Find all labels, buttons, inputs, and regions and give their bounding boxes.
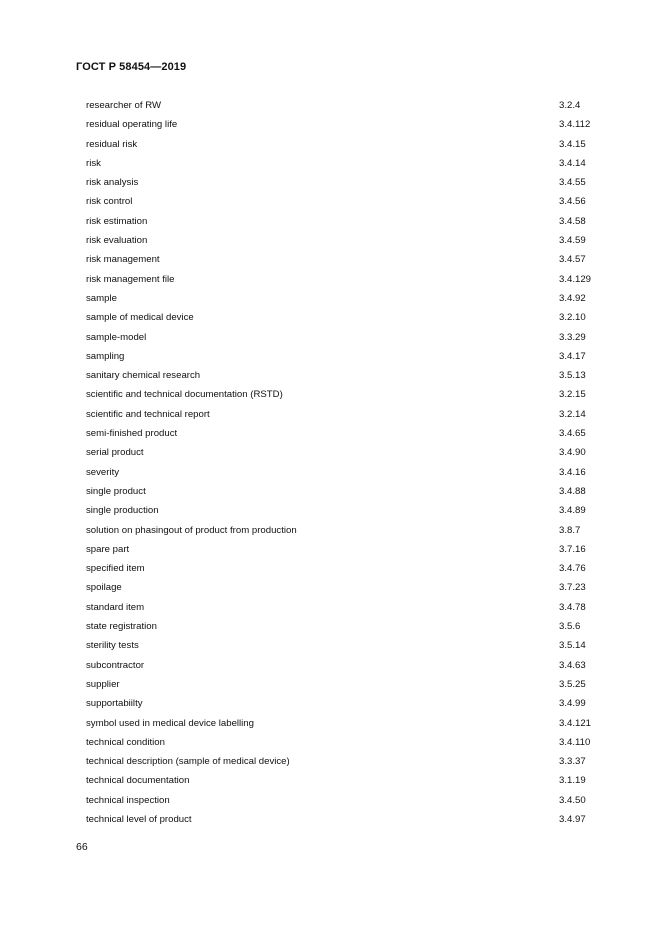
index-ref: 3.4.76 xyxy=(559,563,586,575)
index-term: risk xyxy=(86,157,101,169)
index-ref: 3.2.15 xyxy=(559,389,586,401)
index-term: risk analysis xyxy=(86,177,139,189)
index-term: serial product xyxy=(86,447,144,459)
index-ref: 3.3.29 xyxy=(559,331,586,343)
index-ref: 3.4.112 xyxy=(559,119,591,131)
index-ref: 3.2.10 xyxy=(559,312,586,324)
index-term: sampling xyxy=(86,350,125,362)
index-row xyxy=(86,135,626,154)
index-ref: 3.4.15 xyxy=(559,138,586,150)
index-ref: 3.7.23 xyxy=(559,582,586,594)
index-row xyxy=(86,501,626,520)
index-ref: 3.4.59 xyxy=(559,235,586,247)
index-ref: 3.3.37 xyxy=(559,756,586,768)
index-ref: 3.4.17 xyxy=(559,350,586,362)
index-ref: 3.4.14 xyxy=(559,157,586,169)
index-term: sanitary chemical research xyxy=(86,370,201,382)
index-ref: 3.4.58 xyxy=(559,215,586,227)
index-ref: 3.4.50 xyxy=(559,794,586,806)
index-row xyxy=(86,173,626,192)
index-row xyxy=(86,636,626,655)
index-row xyxy=(86,192,626,211)
index-term: risk management file xyxy=(86,273,175,285)
index-term: state registration xyxy=(86,621,157,633)
index-ref: 3.4.56 xyxy=(559,196,586,208)
index-term: technical inspection xyxy=(86,794,170,806)
index-ref: 3.4.110 xyxy=(559,736,591,748)
index-row xyxy=(86,714,626,733)
index-term: sample xyxy=(86,292,117,304)
page-number: 66 xyxy=(76,841,88,853)
index-term: supportabiilty xyxy=(86,698,143,710)
index-row xyxy=(86,675,626,694)
index-row xyxy=(86,694,626,713)
index-row xyxy=(86,810,626,829)
index-term: risk management xyxy=(86,254,160,266)
index-row xyxy=(86,347,626,366)
index-term: single production xyxy=(86,505,159,517)
index-term: risk estimation xyxy=(86,215,148,227)
index-ref: 3.4.63 xyxy=(559,659,586,671)
index-row xyxy=(86,791,626,810)
index-term: subcontractor xyxy=(86,659,145,671)
index-ref: 3.4.89 xyxy=(559,505,586,517)
index-term: residual risk xyxy=(86,138,138,150)
index-ref: 3.2.14 xyxy=(559,408,586,420)
index-ref: 3.2.4 xyxy=(559,100,581,111)
index-term: scientific and technical report xyxy=(86,408,210,420)
index-ref: 3.5.25 xyxy=(559,678,586,690)
index-term: sterility tests xyxy=(86,640,139,652)
index-term: solution on phasingout of product from production xyxy=(86,524,297,536)
index-term: residual operating life xyxy=(86,119,178,131)
index-ref: 3.4.57 xyxy=(559,254,586,266)
index-row xyxy=(86,771,626,790)
index-row xyxy=(86,385,626,404)
index-ref: 3.4.88 xyxy=(559,485,586,497)
index-ref: 3.4.129 xyxy=(559,273,592,285)
index-term: technical level of product xyxy=(86,813,192,825)
index-term: semi-finished product xyxy=(86,428,178,440)
index-term: supplier xyxy=(86,678,120,690)
index-ref: 3.4.90 xyxy=(559,447,586,459)
index-row xyxy=(86,656,626,675)
term-index-list xyxy=(86,96,626,829)
index-term: technical condition xyxy=(86,736,165,748)
index-row xyxy=(86,598,626,617)
index-ref: 3.4.92 xyxy=(559,292,586,304)
index-term: sample-model xyxy=(86,331,147,343)
index-ref: 3.4.78 xyxy=(559,601,586,613)
index-term: symbol used in medical device labelling xyxy=(86,717,254,729)
index-row xyxy=(86,617,626,636)
index-term: technical documentation xyxy=(86,775,190,787)
index-term: spare part xyxy=(86,543,130,555)
index-term: risk evaluation xyxy=(86,235,148,247)
index-row xyxy=(86,250,626,269)
index-ref: 3.7.16 xyxy=(559,543,586,555)
index-term: specified item xyxy=(86,563,145,575)
index-row xyxy=(86,463,626,482)
index-row xyxy=(86,559,626,578)
index-row xyxy=(86,96,626,115)
index-term: risk control xyxy=(86,196,133,208)
index-row xyxy=(86,752,626,771)
index-ref: 3.4.65 xyxy=(559,428,586,440)
index-ref: 3.4.16 xyxy=(559,466,586,478)
index-term: spoilage xyxy=(86,582,122,594)
index-term: sample of medical device xyxy=(86,312,194,324)
index-row xyxy=(86,270,626,289)
page-header: ГОСТ Р 58454—2019 xyxy=(76,61,187,73)
index-ref: 3.5.6 xyxy=(559,621,581,633)
index-term: researcher of RW xyxy=(86,100,161,111)
index-row xyxy=(86,424,626,443)
index-row xyxy=(86,308,626,327)
index-row xyxy=(86,212,626,231)
index-row xyxy=(86,231,626,250)
index-term: standard item xyxy=(86,601,145,613)
index-ref: 3.8.7 xyxy=(559,524,581,536)
index-ref: 3.5.13 xyxy=(559,370,586,382)
index-ref: 3.4.99 xyxy=(559,698,586,710)
index-ref: 3.4.97 xyxy=(559,813,586,825)
index-ref: 3.4.121 xyxy=(559,717,592,729)
index-row xyxy=(86,115,626,134)
index-row xyxy=(86,405,626,424)
index-row xyxy=(86,482,626,501)
index-row xyxy=(86,328,626,347)
index-term: technical description (sample of medical device) xyxy=(86,756,290,768)
index-row xyxy=(86,366,626,385)
index-row xyxy=(86,443,626,462)
index-row xyxy=(86,540,626,559)
index-row xyxy=(86,154,626,173)
index-ref: 3.4.55 xyxy=(559,177,586,189)
index-term: single product xyxy=(86,485,146,497)
index-row xyxy=(86,521,626,540)
index-row xyxy=(86,733,626,752)
index-ref: 3.5.14 xyxy=(559,640,586,652)
index-term: scientific and technical documentation (RSTD) xyxy=(86,389,283,401)
index-ref: 3.1.19 xyxy=(559,775,586,787)
index-row xyxy=(86,289,626,308)
index-term: severity xyxy=(86,466,120,478)
index-row xyxy=(86,578,626,597)
